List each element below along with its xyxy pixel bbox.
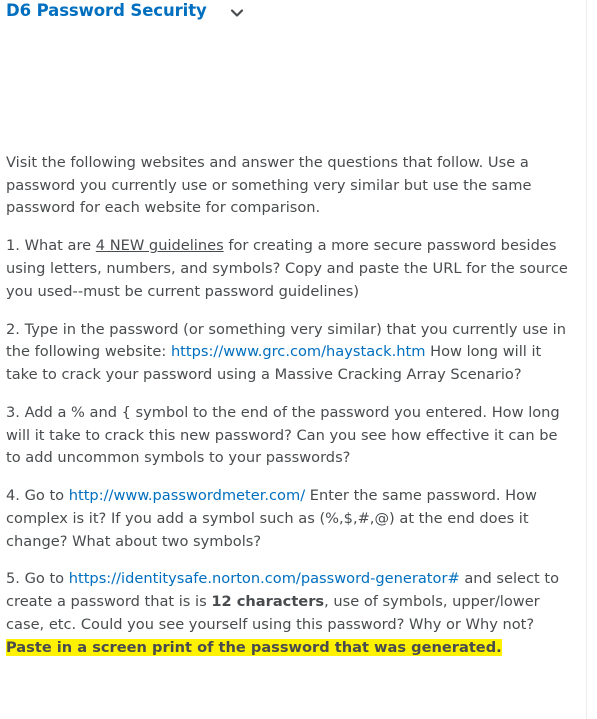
question-1 [6,235,572,303]
intro-paragraph: Visit the following websites and answer the questions that follow. Use a password you currently use or something very similar but use the same password for each website for comparison. [6,154,532,217]
question-1-suffix: for creating a more secure password besides using letters, numbers, and symbols? Copy and paste the URL for the source you used--must be current password guidelines) [6,237,568,300]
question-4-suffix: Enter the same password. How complex is it? If you add a symbol such as (%,$,#,@) at the end does it change? What about two symbols? [6,487,537,550]
question-2-prefix: 2. Type in the password (or something very similar) that you currently use in the following website: [6,320,566,361]
question-4 [6,485,572,553]
question-5-middle-1: and select to create a password that is is [6,570,560,611]
chevron-down-icon[interactable] [229,5,245,21]
page-header [6,0,245,23]
question-2 [6,319,572,387]
haystack-link[interactable]: https://www.grc.com/haystack.htm [170,343,426,361]
question-2-suffix: How long will it take to crack your password using a Massive Cracking Array Scenario? [6,343,542,383]
question-5-bold: 12 characters [211,593,325,611]
question-3: 3. Add a % and { symbol to the end of the password you entered. How long will it take to crack this new password? Can you see how effective it can be to add uncommon symbols to your passwords? [6,403,560,467]
passwordmeter-link[interactable]: http://www.passwordmeter.com/ [68,487,306,505]
question-1-prefix: 1. What are [6,237,96,255]
question-1-emphasis: 4 NEW guidelines [95,237,224,255]
question-4-prefix: 4. Go to [6,487,69,505]
question-5-middle-2: , use of symbols, upper/lower case, etc. Could you see yourself using this password? Why or Why not? [6,593,540,633]
page-title: D6 Password Security [6,0,207,20]
norton-generator-link[interactable]: https://identitysafe.norton.com/password-generator# [68,570,460,588]
question-5-highlight: Paste in a screen print of the password that was generated. [6,638,502,656]
content-divider [586,0,587,719]
question-5-prefix: 5. Go to [6,570,69,588]
question-5 [6,568,572,659]
assignment-description [6,152,572,674]
